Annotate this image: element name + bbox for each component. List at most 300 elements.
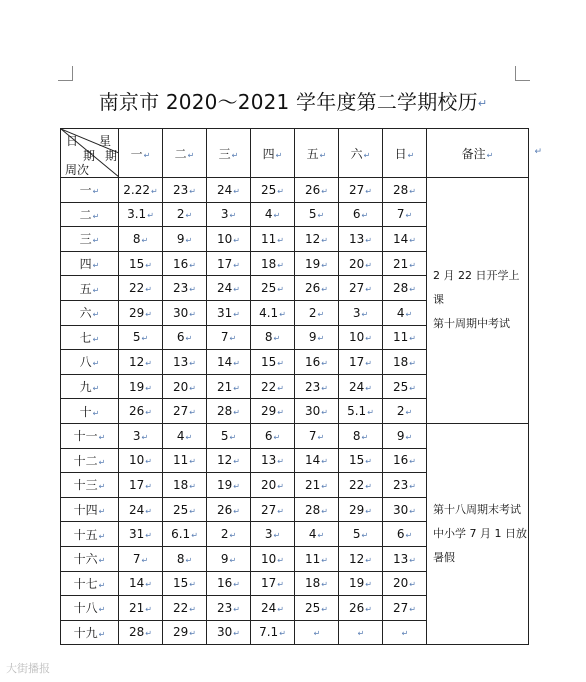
date-cell	[251, 473, 295, 498]
date-cell	[163, 571, 207, 596]
date-cell	[295, 522, 339, 547]
cell-end-mark-icon: ↵	[231, 150, 239, 160]
week-cell	[61, 620, 119, 645]
cell-end-mark-icon: ↵	[233, 186, 240, 196]
cell-end-mark-icon: ↵	[321, 580, 328, 590]
cell-end-mark-icon: ↵	[141, 334, 149, 344]
date-value: 26	[305, 281, 321, 296]
date-value: 15	[349, 453, 365, 468]
date-value: 8	[132, 231, 141, 246]
date-cell	[119, 251, 163, 276]
date-value: 6	[396, 527, 405, 542]
week-label: 二	[79, 207, 92, 222]
date-value: 24	[349, 379, 365, 394]
date-cell	[119, 546, 163, 571]
date-value: 13	[173, 354, 189, 369]
date-cell	[207, 202, 251, 227]
date-value: 24	[217, 182, 233, 197]
date-cell	[207, 596, 251, 621]
cell-end-mark-icon: ↵	[189, 481, 196, 491]
week-cell	[61, 596, 119, 621]
date-cell	[163, 423, 207, 448]
date-cell	[207, 251, 251, 276]
date-value: 30	[305, 404, 321, 419]
date-cell	[207, 497, 251, 522]
date-value: 19	[349, 576, 365, 591]
cell-end-mark-icon: ↵	[405, 309, 413, 319]
date-cell	[295, 399, 339, 424]
week-cell	[61, 227, 119, 252]
date-value: 19	[217, 477, 233, 492]
cell-end-mark-icon: ↵	[229, 334, 237, 344]
cell-end-mark-icon: ↵	[409, 285, 416, 295]
date-value: 7	[308, 428, 317, 443]
week-cell	[61, 276, 119, 301]
date-cell	[207, 620, 251, 645]
date-value: 4	[176, 428, 185, 443]
date-cell	[119, 374, 163, 399]
cell-end-mark-icon: ↵	[367, 408, 374, 418]
cell-end-mark-icon: ↵	[233, 383, 240, 393]
date-value: 18	[393, 354, 409, 369]
week-label: 八	[79, 355, 92, 370]
date-value: 4	[308, 527, 317, 542]
cell-end-mark-icon: ↵	[405, 531, 413, 541]
week-cell	[61, 350, 119, 375]
date-cell	[295, 448, 339, 473]
date-cell	[163, 497, 207, 522]
date-value: 8	[264, 330, 273, 345]
date-value: 24	[261, 600, 277, 615]
date-cell	[163, 620, 207, 645]
date-value: 30	[217, 625, 233, 640]
date-value: 28	[129, 625, 145, 640]
week-label: 十四	[73, 503, 98, 518]
cell-end-mark-icon: ↵	[145, 457, 152, 467]
date-value: 11	[305, 551, 321, 566]
cell-end-mark-icon: ↵	[277, 235, 284, 245]
date-value: 26	[217, 502, 233, 517]
date-cell	[339, 276, 383, 301]
remark-cell-first-half	[427, 178, 529, 424]
date-cell	[339, 325, 383, 350]
date-value: 11	[173, 453, 189, 468]
date-value: 5	[308, 207, 317, 222]
cell-end-mark-icon: ↵	[189, 604, 196, 614]
cell-end-mark-icon: ↵	[365, 186, 372, 196]
cell-end-mark-icon: ↵	[185, 235, 193, 245]
cell-end-mark-icon: ↵	[409, 383, 416, 393]
date-value: 13	[393, 551, 409, 566]
date-value: 8	[352, 428, 361, 443]
cell-end-mark-icon: ↵	[92, 236, 100, 246]
date-cell	[251, 423, 295, 448]
cell-end-mark-icon: ↵	[407, 150, 415, 160]
date-value: 6	[352, 207, 361, 222]
cell-end-mark-icon: ↵	[145, 604, 152, 614]
cell-end-mark-icon: ↵	[365, 358, 372, 368]
date-cell	[163, 546, 207, 571]
date-value: 10	[349, 330, 365, 345]
date-cell	[295, 374, 339, 399]
date-cell	[251, 276, 295, 301]
cell-end-mark-icon: ↵	[365, 285, 372, 295]
date-value: 2	[176, 207, 185, 222]
cell-end-mark-icon: ↵	[365, 334, 372, 344]
date-cell	[295, 473, 339, 498]
cell-end-mark-icon: ↵	[321, 506, 328, 516]
date-value: 4	[396, 305, 405, 320]
date-value: 7	[220, 330, 229, 345]
table-row	[61, 423, 529, 448]
cell-end-mark-icon: ↵	[273, 432, 281, 442]
date-value: 16	[305, 354, 321, 369]
cell-end-mark-icon: ↵	[189, 285, 196, 295]
cell-end-mark-icon: ↵	[405, 211, 413, 221]
date-cell	[295, 251, 339, 276]
cell-end-mark-icon: ↵	[279, 629, 286, 639]
cell-end-mark-icon: ↵	[145, 531, 152, 541]
cell-end-mark-icon: ↵	[189, 260, 196, 270]
date-cell	[339, 399, 383, 424]
date-value: 17	[261, 576, 277, 591]
date-value: 3	[132, 428, 141, 443]
cell-end-mark-icon: ↵	[277, 481, 284, 491]
date-cell	[251, 497, 295, 522]
date-cell	[251, 596, 295, 621]
cell-end-mark-icon: ↵	[191, 531, 198, 541]
date-cell	[383, 497, 427, 522]
date-cell	[295, 497, 339, 522]
date-value: 21	[129, 600, 145, 615]
date-value: 29	[173, 625, 189, 640]
cell-end-mark-icon: ↵	[92, 187, 100, 197]
cell-end-mark-icon: ↵	[92, 384, 100, 394]
date-value: 27	[261, 502, 277, 517]
week-cell	[61, 399, 119, 424]
remark-text: 2 月 22 日开学上课	[433, 269, 520, 307]
week-label: 十五	[73, 527, 98, 542]
cell-end-mark-icon: ↵	[147, 211, 154, 221]
cell-end-mark-icon: ↵	[365, 235, 372, 245]
date-cell	[339, 497, 383, 522]
cell-end-mark-icon: ↵	[409, 334, 416, 344]
cell-end-mark-icon: ↵	[233, 408, 240, 418]
cell-end-mark-icon: ↵	[409, 580, 416, 590]
cell-end-mark-icon: ↵	[141, 235, 149, 245]
date-value: 27	[393, 600, 409, 615]
date-cell	[251, 522, 295, 547]
date-value: 12	[349, 551, 365, 566]
date-cell	[251, 251, 295, 276]
date-cell	[251, 300, 295, 325]
date-value: 24	[217, 281, 233, 296]
date-cell	[163, 399, 207, 424]
date-value: 17	[129, 477, 145, 492]
date-cell	[339, 473, 383, 498]
cell-end-mark-icon: ↵	[409, 555, 416, 565]
date-cell	[251, 546, 295, 571]
date-value: 2	[220, 527, 229, 542]
date-cell	[119, 227, 163, 252]
date-cell	[207, 473, 251, 498]
date-cell	[207, 546, 251, 571]
date-cell	[119, 473, 163, 498]
header-remark	[427, 129, 542, 178]
date-value: 13	[261, 453, 277, 468]
date-value: 6.1	[171, 527, 191, 542]
cell-end-mark-icon: ↵	[365, 580, 372, 590]
cell-end-mark-icon: ↵	[98, 457, 106, 467]
date-value: 5	[132, 330, 141, 345]
cell-end-mark-icon: ↵	[409, 358, 416, 368]
cell-end-mark-icon: ↵	[321, 457, 328, 467]
date-value: 22	[173, 600, 189, 615]
cell-end-mark-icon: ↵	[145, 481, 152, 491]
date-cell	[251, 350, 295, 375]
date-value: 11	[261, 231, 277, 246]
cell-end-mark-icon: ↵	[273, 334, 281, 344]
week-label: 三	[79, 232, 92, 247]
cell-end-mark-icon: ↵	[189, 186, 196, 196]
date-value: 6	[264, 428, 273, 443]
cell-end-mark-icon: ↵	[365, 604, 372, 614]
date-cell	[251, 571, 295, 596]
week-label: 十八	[73, 601, 98, 616]
remark-text: 中小学 7 月 1 日放暑假	[433, 527, 527, 565]
date-value: 23	[305, 379, 321, 394]
header-day-label: 三	[218, 146, 231, 161]
week-cell	[61, 423, 119, 448]
date-value: 31	[129, 527, 145, 542]
date-value: 22	[129, 281, 145, 296]
date-cell	[383, 473, 427, 498]
date-cell	[163, 473, 207, 498]
date-value: 30	[393, 502, 409, 517]
week-cell	[61, 448, 119, 473]
date-cell	[163, 227, 207, 252]
header-day-label: 二	[174, 146, 187, 161]
cell-end-mark-icon: ↵	[233, 580, 240, 590]
date-value: 10	[217, 231, 233, 246]
cell-end-mark-icon: ↵	[277, 285, 284, 295]
date-value: 5	[220, 428, 229, 443]
date-value: 29	[129, 305, 145, 320]
cell-end-mark-icon: ↵	[277, 457, 284, 467]
date-cell	[339, 596, 383, 621]
cell-end-mark-icon: ↵	[145, 506, 152, 516]
header-day-2	[163, 129, 207, 178]
date-cell	[383, 374, 427, 399]
date-cell	[295, 596, 339, 621]
date-cell	[251, 227, 295, 252]
cell-end-mark-icon: ↵	[145, 260, 152, 270]
cell-end-mark-icon: ↵	[321, 186, 328, 196]
date-cell	[163, 276, 207, 301]
date-value: 26	[349, 600, 365, 615]
date-value: 5.1	[347, 404, 367, 419]
cell-end-mark-icon: ↵	[92, 359, 100, 369]
date-cell	[251, 448, 295, 473]
date-value: 9	[308, 330, 317, 345]
cell-end-mark-icon: ↵	[365, 506, 372, 516]
date-cell	[295, 571, 339, 596]
week-label: 九	[79, 380, 92, 395]
date-value: 6	[176, 330, 185, 345]
date-cell	[119, 620, 163, 645]
date-value: 30	[173, 305, 189, 320]
date-cell	[339, 546, 383, 571]
date-cell	[383, 546, 427, 571]
cell-end-mark-icon: ↵	[409, 260, 416, 270]
date-cell	[163, 251, 207, 276]
week-cell	[61, 473, 119, 498]
date-value: 9	[220, 551, 229, 566]
date-cell	[383, 202, 427, 227]
cell-end-mark-icon: ↵	[145, 285, 152, 295]
cell-end-mark-icon: ↵	[145, 408, 152, 418]
week-cell	[61, 251, 119, 276]
date-cell	[119, 596, 163, 621]
date-value: 14	[217, 354, 233, 369]
remark-line	[433, 264, 528, 312]
cell-end-mark-icon: ↵	[275, 150, 283, 160]
table-row	[61, 178, 529, 203]
week-label: 一	[79, 183, 92, 198]
date-cell	[207, 300, 251, 325]
cell-end-mark-icon: ↵	[277, 186, 284, 196]
cell-end-mark-icon: ↵	[189, 383, 196, 393]
date-cell	[383, 251, 427, 276]
date-cell	[383, 522, 427, 547]
cell-end-mark-icon: ↵	[145, 383, 152, 393]
cell-end-mark-icon: ↵	[409, 481, 416, 491]
cell-end-mark-icon: ↵	[92, 408, 100, 418]
header-day-label: 四	[262, 146, 275, 161]
header-day-6	[339, 129, 383, 178]
date-cell	[163, 300, 207, 325]
cell-end-mark-icon: ↵	[233, 481, 240, 491]
date-value: 18	[261, 256, 277, 271]
date-cell	[207, 448, 251, 473]
week-cell	[61, 325, 119, 350]
date-cell	[207, 350, 251, 375]
date-cell	[383, 620, 427, 645]
header-corner-cell	[61, 129, 119, 178]
date-value: 25	[261, 182, 277, 197]
date-cell	[207, 374, 251, 399]
cell-end-mark-icon: ↵	[277, 260, 284, 270]
date-cell	[295, 546, 339, 571]
corner-label-week: 星	[99, 134, 112, 148]
date-cell	[119, 276, 163, 301]
remark-line	[433, 522, 528, 570]
cell-end-mark-icon: ↵	[92, 310, 100, 320]
date-value: 7	[396, 207, 405, 222]
week-label: 十七	[73, 576, 98, 591]
cell-end-mark-icon: ↵	[361, 211, 369, 221]
cell-end-mark-icon: ↵	[233, 358, 240, 368]
date-cell	[251, 399, 295, 424]
date-value: 3	[352, 305, 361, 320]
date-cell	[295, 227, 339, 252]
corner-label-period2: 期	[105, 149, 118, 163]
cell-end-mark-icon: ↵	[317, 309, 325, 319]
date-cell	[383, 227, 427, 252]
date-cell	[295, 276, 339, 301]
date-cell	[119, 571, 163, 596]
week-label: 五	[79, 281, 92, 296]
date-value: 28	[393, 281, 409, 296]
date-value: 31	[217, 305, 233, 320]
date-cell	[383, 325, 427, 350]
cell-end-mark-icon: ↵	[98, 482, 106, 492]
date-value: 15	[173, 576, 189, 591]
cell-end-mark-icon: ↵	[321, 383, 328, 393]
date-cell	[339, 300, 383, 325]
cell-end-mark-icon: ↵	[277, 604, 284, 614]
cell-end-mark-icon: ↵	[365, 383, 372, 393]
date-cell	[119, 325, 163, 350]
date-cell	[383, 178, 427, 203]
date-value: 20	[173, 379, 189, 394]
date-cell	[339, 522, 383, 547]
date-cell	[207, 325, 251, 350]
crop-mark-top-left	[58, 66, 73, 81]
date-cell	[119, 300, 163, 325]
date-value: 14	[129, 576, 145, 591]
week-cell	[61, 522, 119, 547]
cell-end-mark-icon: ↵	[185, 432, 193, 442]
cell-end-mark-icon: ↵	[313, 629, 321, 639]
date-value: 29	[261, 404, 277, 419]
date-cell	[119, 350, 163, 375]
week-label: 六	[79, 306, 92, 321]
cell-end-mark-icon: ↵	[317, 211, 325, 221]
remark-cell-second-half	[427, 423, 529, 644]
cell-end-mark-icon: ↵	[357, 629, 365, 639]
date-value: 5	[352, 527, 361, 542]
date-value: 12	[217, 453, 233, 468]
corner-label-period: 期	[83, 149, 96, 163]
date-cell	[163, 350, 207, 375]
cell-end-mark-icon: ↵	[92, 334, 100, 344]
cell-end-mark-icon: ↵	[98, 531, 106, 541]
week-cell	[61, 497, 119, 522]
cell-end-mark-icon: ↵	[317, 432, 325, 442]
date-value: 21	[393, 256, 409, 271]
date-cell	[295, 423, 339, 448]
date-cell	[383, 399, 427, 424]
date-cell	[119, 178, 163, 203]
date-value: 25	[261, 281, 277, 296]
remark-line	[433, 498, 528, 522]
date-value: 27	[349, 281, 365, 296]
date-cell	[295, 620, 339, 645]
date-cell	[295, 202, 339, 227]
cell-end-mark-icon: ↵	[185, 555, 193, 565]
date-cell	[339, 448, 383, 473]
cell-end-mark-icon: ↵	[229, 531, 237, 541]
date-value: 15	[129, 256, 145, 271]
cell-end-mark-icon: ↵	[409, 186, 416, 196]
cell-end-mark-icon: ↵	[233, 285, 240, 295]
watermark	[6, 660, 50, 676]
date-cell	[383, 350, 427, 375]
remark-text: 第十八周期末考试	[433, 503, 521, 517]
date-value: 3	[264, 527, 273, 542]
date-value: 25	[393, 379, 409, 394]
